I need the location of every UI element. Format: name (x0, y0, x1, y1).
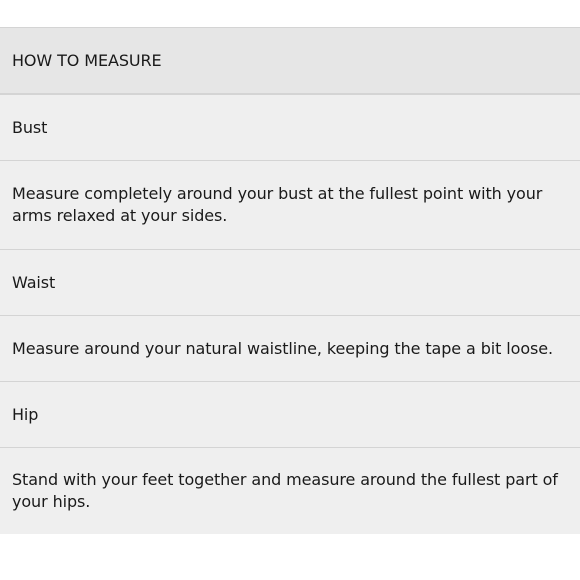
measure-description-waist: Measure around your natural waistline, keeping the tape a bit loose. (12, 338, 553, 358)
measure-label-row-hip (0, 382, 580, 448)
measure-label-row-bust (0, 95, 580, 161)
section-title: HOW TO MEASURE (12, 50, 162, 70)
measure-description-hip: Stand with your feet together and measure around the fullest part of your hips. (12, 470, 558, 511)
measure-label-hip: Hip (12, 404, 39, 424)
measure-label-waist: Waist (12, 272, 56, 292)
measurement-guide (0, 27, 580, 534)
measure-description-row-waist (0, 316, 580, 382)
measure-label-bust: Bust (12, 117, 48, 137)
measure-description-row-bust (0, 161, 580, 250)
measure-description-row-hip (0, 448, 580, 534)
section-header (0, 28, 580, 95)
measure-label-row-waist (0, 250, 580, 316)
measure-description-bust: Measure completely around your bust at the fullest point with your arms relaxed at your sides. (12, 184, 543, 225)
